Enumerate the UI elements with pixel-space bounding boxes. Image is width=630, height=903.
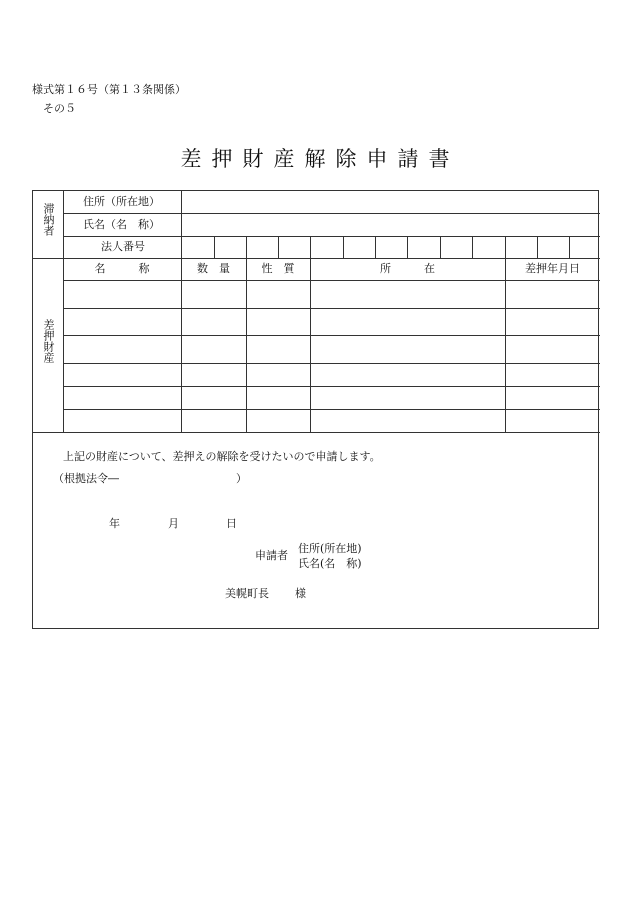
applicant-name: 氏名(名 称) [298, 557, 362, 570]
form-id: 様式第１６号（第１３条関係） [32, 83, 186, 96]
form-sub: その５ [43, 102, 76, 115]
date-day: 日 [226, 517, 237, 530]
applicant-address: 住所(所在地) [298, 542, 362, 555]
addressee: 美幌町長 [225, 587, 269, 600]
name-label: 氏名（名 称） [83, 218, 160, 231]
taxpayer-side-label: 滞納者 [42, 203, 55, 236]
honorific: 様 [295, 587, 306, 600]
address-label: 住所（所在地） [83, 195, 160, 208]
date-year: 年 [109, 517, 120, 530]
col-nature: 性 質 [261, 262, 295, 275]
page-title: 差押財産解除申請書 [180, 147, 460, 171]
request-statement: 上記の財産について、差押えの解除を受けたいので申請します。 [63, 450, 381, 463]
col-name: 名 称 [94, 262, 150, 275]
basis-close: ） [236, 472, 247, 485]
col-quantity: 数 量 [197, 262, 230, 275]
col-seizure-date: 差押年月日 [525, 262, 580, 275]
date-month: 月 [168, 517, 179, 530]
basis-open: （根拠法令― [53, 472, 119, 485]
property-side-label: 差押財産 [42, 319, 55, 363]
corp-number-label: 法人番号 [101, 240, 145, 253]
applicant-label: 申請者 [255, 549, 288, 562]
col-location: 所 在 [380, 262, 435, 275]
form-frame [32, 190, 599, 629]
